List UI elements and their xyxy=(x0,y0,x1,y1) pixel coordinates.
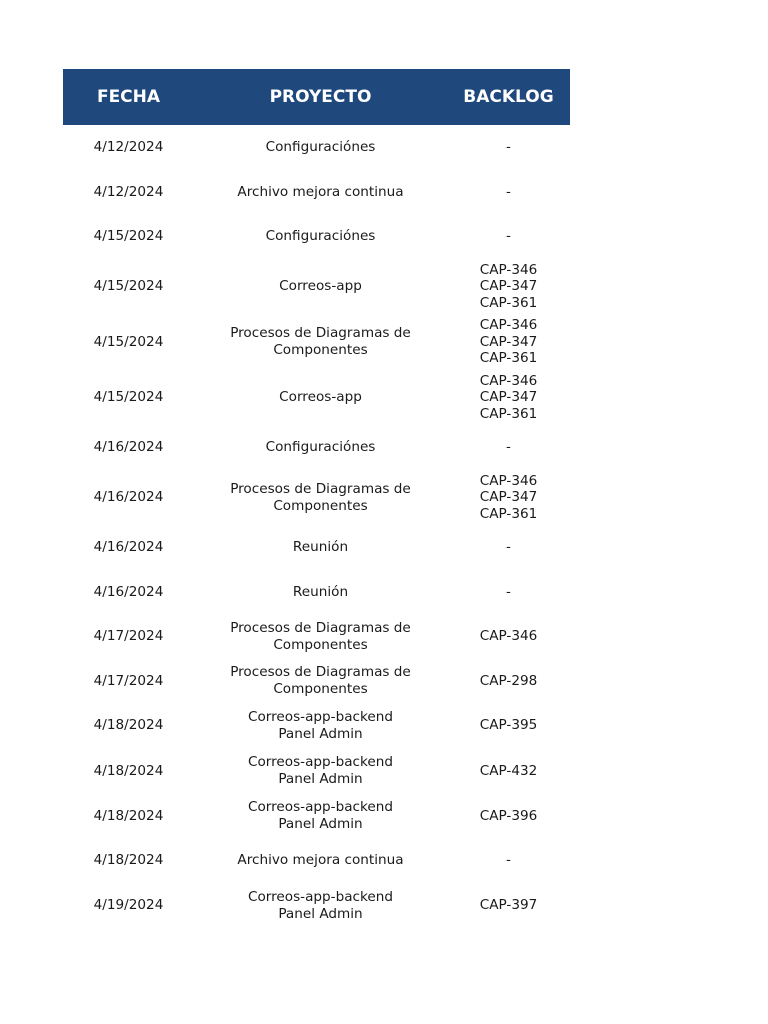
fecha-cell: 4/15/2024 xyxy=(93,228,164,245)
header-backlog: BACKLOG xyxy=(463,87,554,107)
table-row xyxy=(63,259,570,314)
table-row xyxy=(63,314,570,370)
table-row xyxy=(63,214,570,259)
proyecto-cell: Configuraciónes xyxy=(265,139,376,156)
fecha-cell: 4/16/2024 xyxy=(93,439,164,456)
backlog-cell: CAP-346 xyxy=(479,628,538,645)
table-row xyxy=(63,883,570,928)
backlog-cell: CAP-346 CAP-347 CAP-361 xyxy=(479,472,538,522)
proyecto-cell: Configuraciónes xyxy=(265,439,376,456)
backlog-cell: - xyxy=(506,439,511,456)
table-row xyxy=(63,525,570,570)
proyecto-cell: Procesos de Diagramas de Componentes xyxy=(230,619,411,653)
fecha-cell: 4/16/2024 xyxy=(93,583,164,600)
backlog-cell: - xyxy=(506,583,511,600)
backlog-cell: CAP-432 xyxy=(479,762,538,779)
fecha-cell: 4/12/2024 xyxy=(93,139,164,156)
table-row xyxy=(63,570,570,614)
proyecto-cell: Correos-app-backend Panel Admin xyxy=(247,754,394,787)
table-row xyxy=(63,170,570,214)
backlog-cell: - xyxy=(506,228,511,245)
proyecto-cell: Procesos de Diagramas de Componentes xyxy=(230,664,411,697)
fecha-cell: 4/15/2024 xyxy=(93,333,164,350)
proyecto-cell: Correos-app-backend Panel Admin xyxy=(247,799,394,832)
backlog-cell: - xyxy=(506,139,511,156)
fecha-cell: 4/16/2024 xyxy=(93,539,164,556)
header-fecha: FECHA xyxy=(96,87,161,107)
fecha-cell: 4/18/2024 xyxy=(93,762,164,779)
table-body xyxy=(63,125,570,928)
proyecto-cell: Correos-app-backend Panel Admin xyxy=(247,888,394,922)
proyecto-cell: Correos-app xyxy=(279,278,362,295)
proyecto-cell: Reunión xyxy=(292,583,349,600)
backlog-cell: CAP-298 xyxy=(479,672,538,689)
proyecto-cell: Configuraciónes xyxy=(265,228,376,245)
fecha-cell: 4/18/2024 xyxy=(93,852,164,869)
proyecto-cell: Reunión xyxy=(292,539,349,556)
proyecto-cell: Correos-app xyxy=(279,389,362,406)
fecha-cell: 4/15/2024 xyxy=(93,389,164,406)
table-row xyxy=(63,470,570,525)
proyecto-cell: Archivo mejora continua xyxy=(237,183,404,200)
fecha-cell: 4/19/2024 xyxy=(93,897,164,914)
proyecto-cell: Archivo mejora continua xyxy=(237,852,404,869)
fecha-cell: 4/18/2024 xyxy=(93,717,164,734)
fecha-cell: 4/15/2024 xyxy=(93,278,164,295)
project-log-table xyxy=(63,69,570,928)
table-row xyxy=(63,703,570,748)
fecha-cell: 4/17/2024 xyxy=(93,628,164,645)
header-proyecto: PROYECTO xyxy=(269,87,372,107)
table-row xyxy=(63,425,570,470)
table-row xyxy=(63,794,570,838)
table-header xyxy=(63,69,570,125)
proyecto-cell: Procesos de Diagramas de Componentes xyxy=(230,325,411,358)
table-row xyxy=(63,370,570,425)
table-row xyxy=(63,659,570,703)
backlog-cell: CAP-346 CAP-347 CAP-361 xyxy=(479,372,538,422)
fecha-cell: 4/18/2024 xyxy=(93,807,164,824)
backlog-cell: CAP-395 xyxy=(479,717,538,734)
proyecto-cell: Procesos de Diagramas de Componentes xyxy=(230,480,411,514)
backlog-cell: CAP-396 xyxy=(479,807,538,824)
backlog-cell: CAP-346 CAP-347 CAP-361 xyxy=(479,261,538,311)
fecha-cell: 4/17/2024 xyxy=(93,672,164,689)
table-row xyxy=(63,748,570,794)
fecha-cell: 4/12/2024 xyxy=(93,183,164,200)
backlog-cell: CAP-397 xyxy=(479,897,538,914)
backlog-cell: - xyxy=(506,852,511,869)
proyecto-cell: Correos-app-backend Panel Admin xyxy=(247,708,394,742)
fecha-cell: 4/16/2024 xyxy=(93,489,164,506)
table-row xyxy=(63,838,570,883)
table-row xyxy=(63,125,570,170)
backlog-cell: - xyxy=(506,539,511,556)
backlog-cell: CAP-346 CAP-347 CAP-361 xyxy=(479,317,538,367)
table-row xyxy=(63,614,570,659)
backlog-cell: - xyxy=(506,183,511,200)
